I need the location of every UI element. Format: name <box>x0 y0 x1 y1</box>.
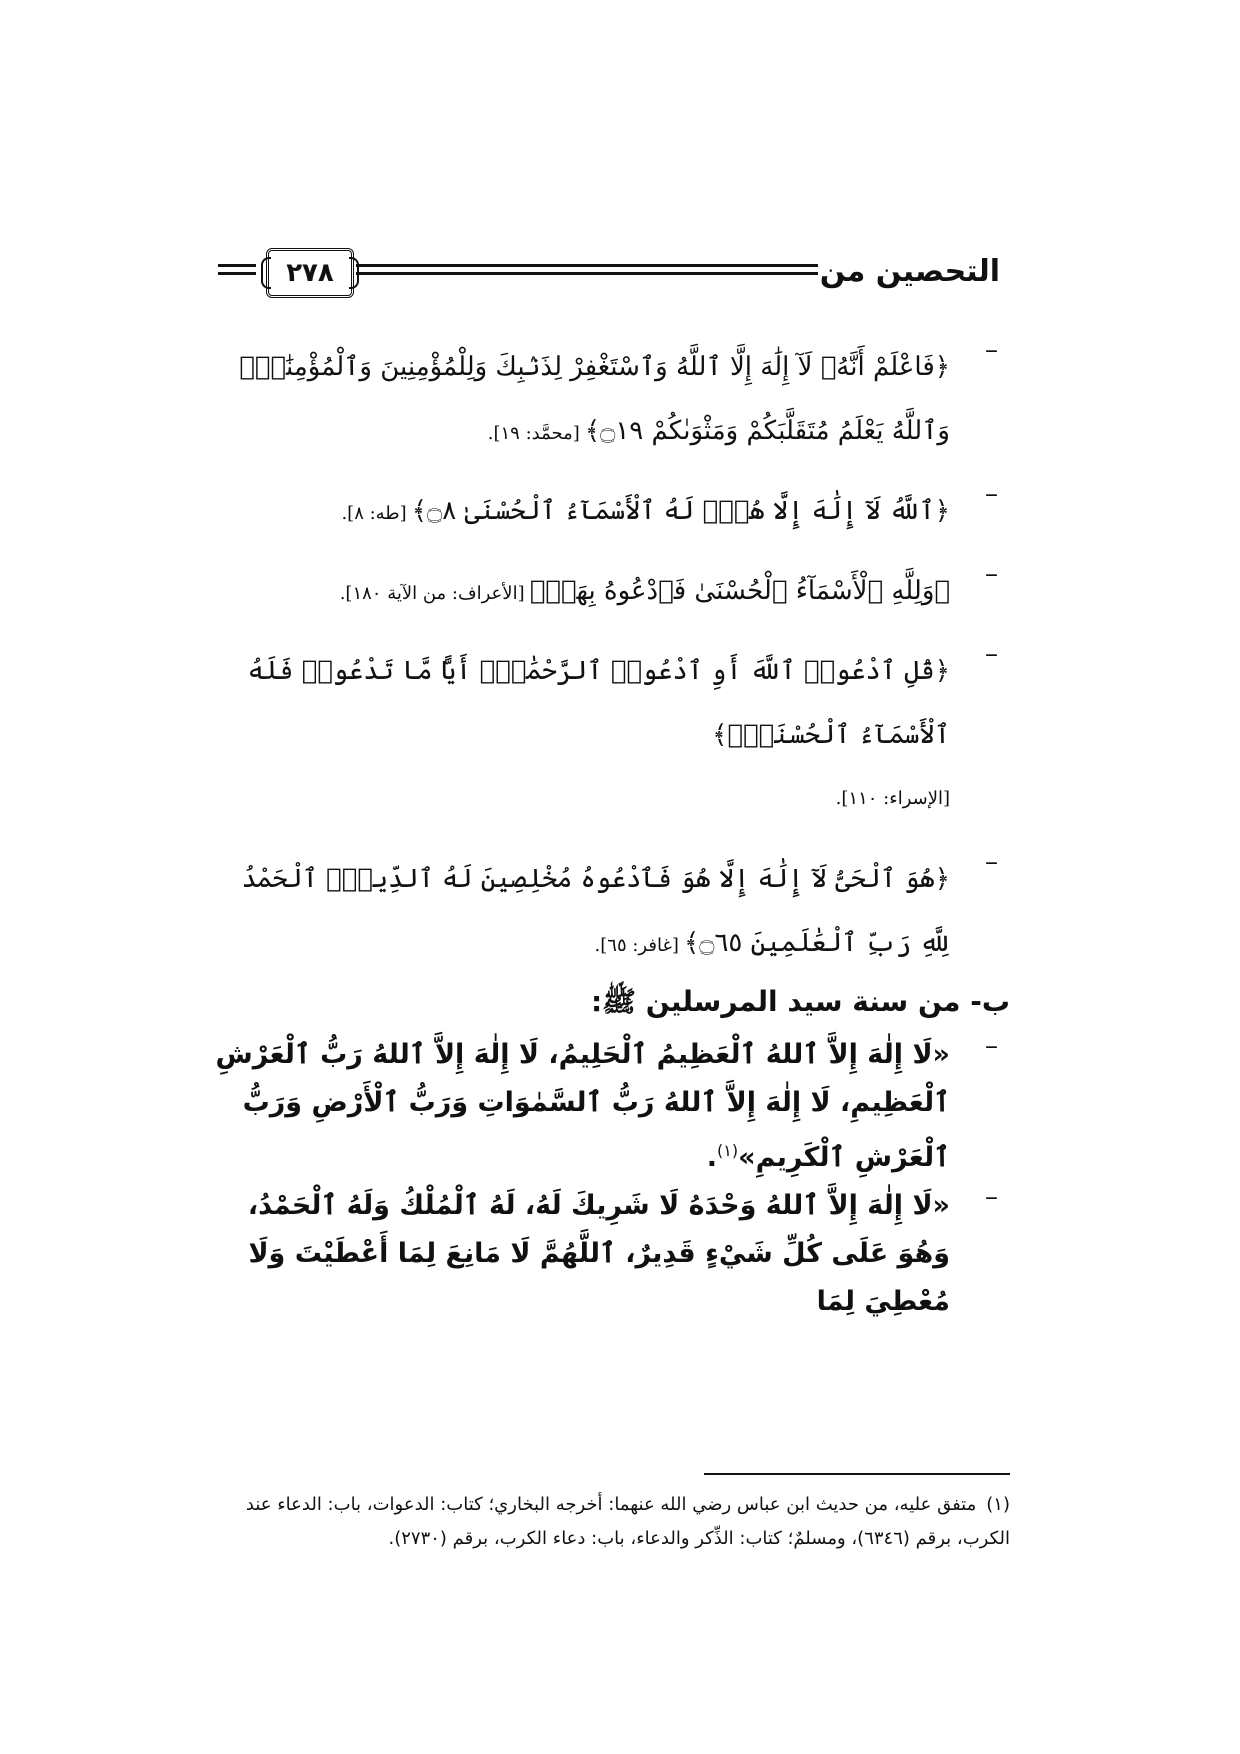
verse-item <box>210 335 1010 463</box>
header-rule-middle <box>356 264 818 280</box>
verse-text: ﴿وَلِلَّهِ ٱلْأَسْمَآءُ ٱلْحُسْنَىٰ فَٱدْعُوهُ بِهَاۖ﴾ <box>529 576 950 606</box>
hadith-text <box>215 1039 950 1173</box>
hadith-body: «لَا إِلٰهَ إِلاَّ ٱللهُ ٱلْعَظِيمُ ٱلْحَلِيمُ، لَا إِلٰهَ إِلاَّ ٱللهُ رَبُّ ٱلْعَرْشِ ٱلْعَظِيمِ، لَا إِلٰهَ إِلاَّ ٱللهُ رَبُّ ٱلسَّمٰوَاتِ وَرَبُّ ٱلْأَرْضِ وَرَبُّ ٱلْعَرْشِ ٱلْكَرِيمِ» <box>215 1039 950 1173</box>
verse-reference: [محمَّد: ١٩]. <box>487 423 580 444</box>
section-heading: ب- من سنة سيد المرسلين ﷺ: <box>590 985 1010 1018</box>
footnote <box>218 1488 1010 1556</box>
verse-item <box>210 639 1010 831</box>
footnote-rule <box>704 1473 1010 1475</box>
list-dash: – <box>985 559 998 589</box>
list-dash: – <box>985 847 998 877</box>
footnote-number: (١) <box>986 1494 1010 1515</box>
verse-item <box>210 559 1010 623</box>
page-header <box>218 246 1000 298</box>
header-rule-left <box>218 264 256 280</box>
running-title: التحصين من <box>819 254 1000 289</box>
verse-reference: [الأعراف: من الآية ١٨٠]. <box>339 583 525 604</box>
list-dash: – <box>985 1031 998 1061</box>
list-dash: – <box>985 639 998 669</box>
verse-text: ﴿قُلِ ٱدْعُوا۟ ٱللَّهَ أَوِ ٱدْعُوا۟ ٱلرَّحْمَٰنَۖ أَيًّا مَّا تَدْعُوا۟ فَلَهُ ٱلْأَسْمَآءُ ٱلْحُسْنَىٰۚ﴾ <box>247 656 950 750</box>
footnote-marker[interactable]: (١) <box>717 1141 739 1160</box>
page-number: ٢٧٨ <box>266 248 354 298</box>
verse-item <box>210 847 1010 975</box>
verse-text: ﴿ٱللَّهُ لَآ إِلَٰهَ إِلَّا هُوَۖ لَهُ ٱلْأَسْمَآءُ ٱلْحُسْنَىٰ ۝٨﴾ <box>411 496 950 526</box>
verse-reference: [غافر: ٦٥]. <box>594 935 679 956</box>
verse-reference: [الإسراء: ١١٠]. <box>835 788 950 809</box>
list-dash: – <box>985 1182 998 1212</box>
verse-text: ﴿هُوَ ٱلْحَىُّ لَآ إِلَٰهَ إِلَّا هُوَ فَٱدْعُوهُ مُخْلِصِينَ لَهُ ٱلدِّينَۗ ٱلْحَمْدُ لِلَّهِ رَبِّ ٱلْعَٰلَمِينَ ۝٦٥﴾ <box>241 864 950 958</box>
hadith-item <box>210 1182 1010 1326</box>
footnote-text: متفق عليه، من حديث ابن عباس رضي الله عنهما: أخرجه البخاري؛ كتاب: الدعوات، باب: الدعاء عند الكرب، برقم (٦٣٤٦)، ومسلمٌ؛ كتاب: الذِّكر والدعاء، باب: دعاء الكرب، برقم (٢٧٣٠). <box>245 1494 1010 1549</box>
hadith-text: «لَا إِلٰهَ إِلاَّ ٱللهُ وَحْدَهُ لَا شَرِيكَ لَهُ، لَهُ ٱلْمُلْكُ وَلَهُ ٱلْحَمْدُ، وَهُوَ عَلَى كُلِّ شَيْءٍ قَدِيرٌ، ٱللَّهُمَّ لَا مَانِعَ لِمَا أَعْطَيْتَ وَلَا مُعْطِيَ لِمَا <box>247 1190 950 1317</box>
list-dash: – <box>985 479 998 509</box>
verse-text: ﴿فَاعْلَمْ أَنَّهُۥ لَآ إِلَٰهَ إِلَّا ٱللَّهُ وَٱسْتَغْفِرْ لِذَنۢبِكَ وَلِلْمُؤْمِنِينَ وَٱلْمُؤْمِنَٰتِۗ وَٱللَّهُ يَعْلَمُ مُتَقَلَّبَكُمْ وَمَثْوَىٰكُمْ ۝١٩﴾ <box>239 352 950 446</box>
verse-item <box>210 479 1010 543</box>
verse-reference: [طه: ٨]. <box>341 503 407 524</box>
hadith-end: . <box>706 1142 718 1173</box>
hadith-item <box>210 1031 1010 1182</box>
list-dash: – <box>985 335 998 365</box>
main-content <box>210 335 1010 1326</box>
